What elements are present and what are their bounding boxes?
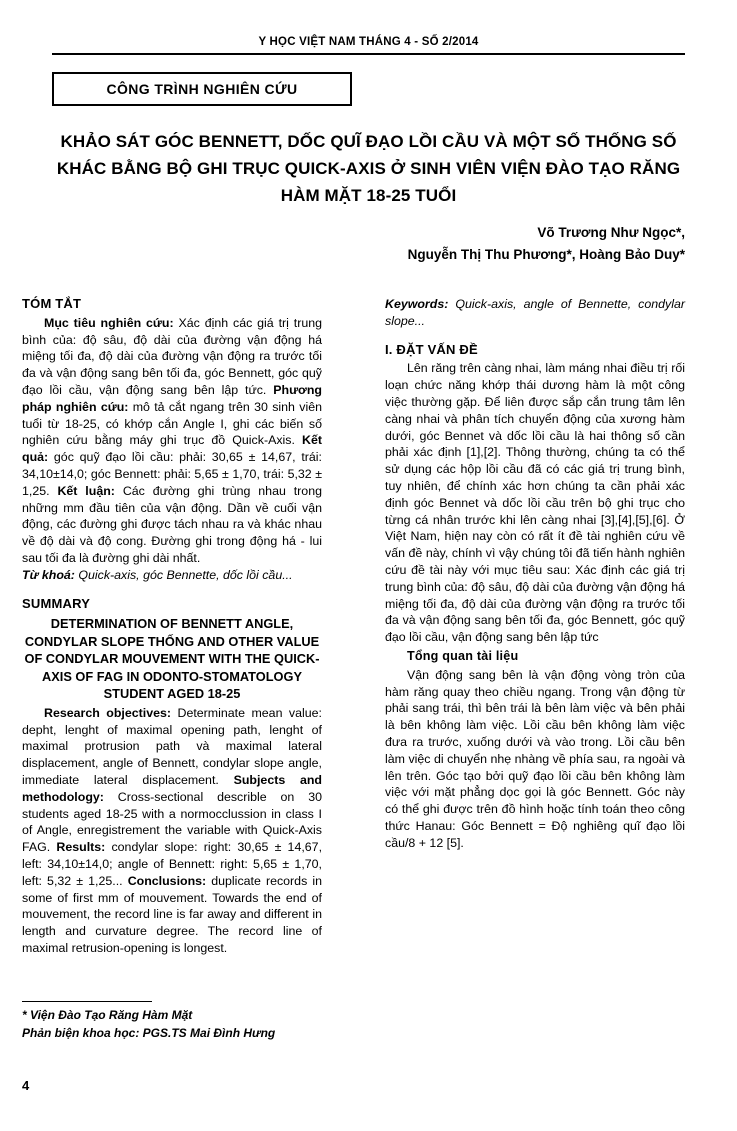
right-column — [385, 296, 685, 852]
header-rule — [52, 53, 685, 55]
keywords-en: Keywords: Quick-axis, angle of Bennette, condylar slope... — [385, 297, 685, 328]
introduction-paragraph: Lên răng trên càng nhai, làm máng nhai điều trị rối loạn chức năng khớp thái dương hàm là một công việc thường gặp. Để liên được sắp cắn trung tâm lên càng nhai và phân tích chuyển động của xương hàm dưới, góc Bennet và dốc lồi cầu là hai thông số cần phải xác định [1],[2]. Thông thường, chúng ta có thể sử dụng các hộp lồi cầu đã có các giá trị trung bình, tuy nhiên, để chính xác hơn chúng ta cần phải xác định góc Bennet và dốc lồi cầu trên bộ ghi trục cho từng cá nhân trước khi lên càng nhai [3],[4],[5],[6]. Ở Việt Nam, hiện nay còn có rất ít đề tài nghiên cứu về vấn đề này, chính vì vậy chúng tôi đã tiến hành nghiên cứu đề tài này với mục tiêu sau: Xác định các giá trị trung bình của: độ sâu, độ dài của đường vận động há miệng tối đa, độ dài của đường vận động ra trước tối đa và vận động sang bên tối đa, góc Bennett, góc quỹ đạo lồi cầu, vận động sang bên lập tức — [385, 361, 685, 645]
footnote-reviewer: Phản biện khoa học: PGS.TS Mai Đình Hưng — [22, 1026, 276, 1040]
footnote-block — [22, 1006, 352, 1042]
footnote-rule — [22, 1001, 152, 1002]
summary-title: DETERMINATION OF BENNETT ANGLE, CONDYLAR SLOPE THỐNG AND OTHER VALUE OF CONDYLAR MOUVEMENT WITH THE QUICK-AXIS OF FAG IN ODONTO-STOMATOLOGY STUDENT AGED 18-25 — [24, 616, 320, 702]
section-stamp-label: CÔNG TRÌNH NGHIÊN CỨU — [106, 81, 298, 97]
summary-body: Research objectives: Determinate mean value: depht, lenght of maximal opening path, lenght of maximal protrusion path và maximal lateral displacement, angle of Bennett, condylar slope angle, immediate lateral displacement. Subjects and methodology: Cross-sectional describle on 30 students aged 18-25 with a normocclussion in class I of Angle, enregistrement the variable with Quick-Axis FAG. Results: condylar slope: right: 30,65 ± 14,67, left: 34,10±14,0; angle of Bennett: right: 5,65 ± 1,70, left: 5,32 ± 1,25... Conclusions: duplicate records in some of first mm of mouvement. Towards the end of mouvement, the record line is far away and different in length and curvature degree. The record line of maximal retrusion-opening is longest. — [22, 705, 323, 955]
tomtat-body: Mục tiêu nghiên cứu: Xác định các giá trị trung bình của: độ sâu, độ dài của đường vận động há miệng tối đa, độ dài của đường vận động ra trước tối đa và vận động sang bên tối đa, góc Bennett, góc quỹ đạo lồi cầu, vận động sang bên lập tức. Phương pháp nghiên cứu: mô tả cắt ngang trên 30 sinh viên tuổi từ 18-25, có khớp cắn Angle I, ghi các biến số nghiên cứu bằng máy ghi trục đồ Quick-Axis. Kết quả: góc quỹ đạo lồi cầu: phải: 30,65 ± 14,67, trái: 34,10±14,0; góc Bennett: phải: 5,65 ± 1,70, trái: 5,32 ± 1,25. Kết luận: Các đường ghi trùng nhau trong những mm đầu tiên của vận động. Dần về cuối vận động, các đường ghi được tách nhau ra và khác nhau về độ dài và độ cong. Đường ghi trong động há - lui sau tối đa là đường ghi dài nhất. — [22, 315, 323, 565]
author-line-2: Nguyễn Thị Thu Phương*, Hoàng Bảo Duy* — [407, 247, 685, 262]
heading-overview: Tổng quan tài liệu — [407, 648, 519, 663]
heading-introduction: I. ĐẶT VẤN ĐỀ — [385, 341, 478, 357]
overview-paragraph: Vận động sang bên là vận động vòng tròn của hàm răng quay theo chiều ngang. Trong vận động từ phải sang trái, thì bên trái là bên làm việc và bên phải là bên không làm việc. Lồi cầu bên không làm việc đưa ra trước, xuống dưới và vào trong. Lồi cầu bên làm việc di chuyển nhẹ nhàng về phía sau, ra ngoài và lên trên. Góc tạo bởi quỹ đạo lồi cầu bên không làm việc với mặt phẳng dọc gọi là góc Bennett. Góc này có thể ghi được trên đồ hình hoặc tính toán theo công thức Hanau: Góc Bennett = Độ nghiêng quĩ đạo lồi cầu/8 + 12 [5]. — [385, 667, 685, 850]
heading-summary: SUMMARY — [22, 595, 91, 611]
page-number: 4 — [22, 1078, 30, 1093]
author-list — [265, 222, 685, 266]
keywords-vi: Từ khoá: Quick-axis, góc Bennette, dốc lồi cầu... — [22, 567, 293, 582]
author-line-1: Võ Trương Như Ngọc*, — [537, 225, 685, 240]
running-head: Y HỌC VIỆT NAM THÁNG 4 - SỐ 2/2014 — [258, 36, 479, 48]
left-column — [22, 296, 322, 957]
page-title: KHẢO SÁT GÓC BENNETT, DỐC QUĨ ĐẠO LỒI CẦU VÀ MỘT SỐ THỐNG SỐ KHÁC BẰNG BỘ GHI TRỤC QUICK-AXIS Ở SINH VIÊN VIỆN ĐÀO TẠO RĂNG HÀM MẶT 18-25 TUỔI — [56, 132, 681, 205]
section-stamp — [52, 72, 352, 106]
heading-tomtat: TÓM TẮT — [22, 296, 82, 311]
footnote-affiliation: * Viện Đào Tạo Răng Hàm Mặt — [22, 1008, 193, 1022]
